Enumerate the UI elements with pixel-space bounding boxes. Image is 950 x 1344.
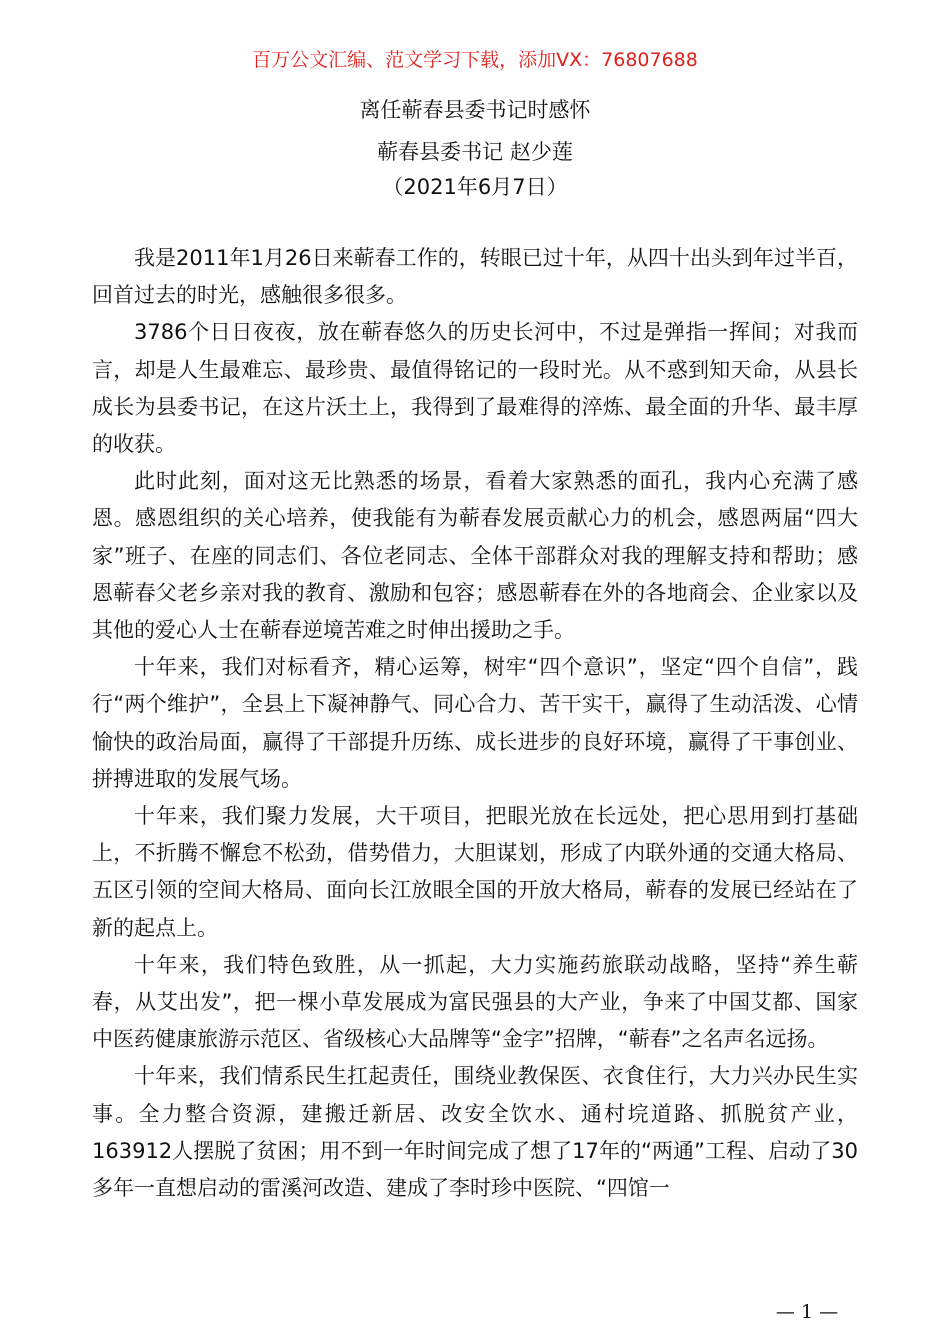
paragraph: 十年来，我们对标看齐，精心运筹，树牢“四个意识”，坚定“四个自信”，践行“两个维护”，全县上下凝神静气、同心合力、苦干实干，赢得了生动活泼、心情愉快的政治局面，赢得了干部提升历练、成长进步的良好环境，赢得了干事创业、拼搏进取的发展气场。 xyxy=(92,655,858,791)
paragraph: 十年来，我们情系民生扛起责任，围绕业教保医、衣食住行，大力兴办民生实事。全力整合资源，建搬迁新居、改安全饮水、通村垸道路、抓脱贫产业，163912人摆脱了贫困；用不到一年时间完成了想了17年的“两通”工程、启动了30多年一直想启动的雷溪河改造、建成了李时珍中医院、“四馆一 xyxy=(92,1064,858,1201)
date-line: （2021年6月7日） xyxy=(382,175,568,199)
document-body xyxy=(92,240,858,1207)
document-title: 离任蕲春县委书记时感怀 xyxy=(359,98,591,122)
page-number: — 1 — xyxy=(775,1301,839,1323)
paragraph: 十年来，我们特色致胜，从一抓起，大力实施药旅联动战略，坚持“养生蕲春，从艾出发”，把一棵小草发展成为富民强县的大产业，争来了中国艾都、国家中医药健康旅游示范区、省级核心大品牌等“金字”招牌，“蕲春”之名声名远扬。 xyxy=(92,952,858,1052)
paragraph: 3786个日日夜夜，放在蕲春悠久的历史长河中，不过是弹指一挥间；对我而言，却是人生最难忘、最珍贵、最值得铭记的一段时光。从不惑到知天命，从县长成长为县委书记，在这片沃土上，我得到了最难得的淬炼、最全面的升华、最丰厚的收获。 xyxy=(92,320,858,457)
paragraph: 十年来，我们聚力发展，大干项目，把眼光放在长远处，把心思用到打基础上，不折腾不懈怠不松劲，借势借力，大胆谋划，形成了内联外通的交通大格局、五区引领的空间大格局、面向长江放眼全国的开放大格局，蕲春的发展已经站在了新的起点上。 xyxy=(92,804,858,940)
paragraph: 此时此刻，面对这无比熟悉的场景，看着大家熟悉的面孔，我内心充满了感恩。感恩组织的关心培养，使我能有为蕲春发展贡献心力的机会，感恩两届“四大家”班子、在座的同志们、各位老同志、全体干部群众对我的理解支持和帮助；感恩蕲春父老乡亲对我的教育、激励和包容；感恩蕲春在外的各地商会、企业家以及其他的爱心人士在蕲春逆境苦难之时伸出援助之手。 xyxy=(92,469,858,643)
author-line: 蕲春县委书记 赵少莲 xyxy=(377,140,573,164)
paragraph: 我是2011年1月26日来蕲春工作的，转眼已过十年，从四十出头到年过半百，回首过去的时光，感触很多很多。 xyxy=(92,246,858,308)
watermark-banner: 百万公文汇编、范文学习下载，添加VX：76807688 xyxy=(252,49,698,71)
